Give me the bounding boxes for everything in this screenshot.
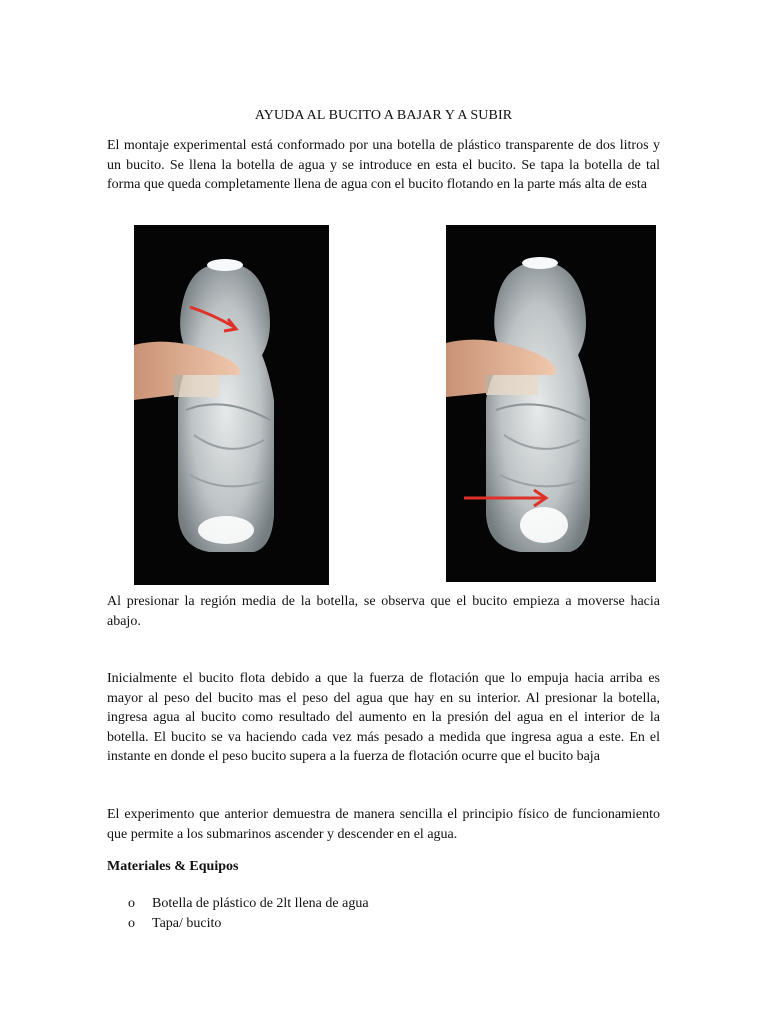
paragraph-conclusion: El experimento que anterior demuestra de manera sencilla el principio físico de funcionamiento que permite a los submarinos ascender y descender en el agua. (107, 807, 660, 842)
bullet-icon: o (128, 896, 135, 911)
bottle-photo-2 (446, 225, 656, 582)
bottle-photo-1 (134, 225, 329, 585)
paragraph-observation: Al presionar la región media de la botella, se observa que el bucito empieza a moverse hacia abajo. (107, 594, 660, 629)
list-item (128, 894, 369, 914)
paragraph-setup: El montaje experimental está conformado por una botella de plástico transparente de dos litros y un bucito. Se llena la botella de agua y se introduce en esta el bucito. Se tapa la botella de tal forma que queda completamente llena de agua con el bucito flotando en la parte más alta de esta (107, 138, 660, 192)
list-item (128, 914, 369, 934)
document-title: AYUDA AL BUCITO A BAJAR Y A SUBIR (254, 108, 513, 123)
paragraph-explanation: Inicialmente el bucito flota debido a que la fuerza de flotación que lo empuja hacia arriba es mayor al peso del bucito mas el peso del agua que hay en su interior. Al presionar la botella, ingresa agua al bucito como resultado del aumento en la presión del agua en el interior de la botella. El bucito se va haciendo cada vez más pesado a medida que ingresa agua a este. En el instante en donde el peso bucito supera a la fuerza de flotación ocurre que el bucito baja (107, 671, 660, 764)
list-item-text: Botella de plástico de 2lt llena de agua (152, 896, 369, 911)
bottle-photo-2-image (446, 225, 656, 582)
materials-heading: Materiales & Equipos (107, 859, 239, 874)
materials-list (128, 894, 369, 933)
bullet-icon: o (128, 915, 135, 931)
bottle-photo-1-image (134, 225, 329, 585)
list-item-text: Tapa/ bucito (152, 915, 222, 931)
